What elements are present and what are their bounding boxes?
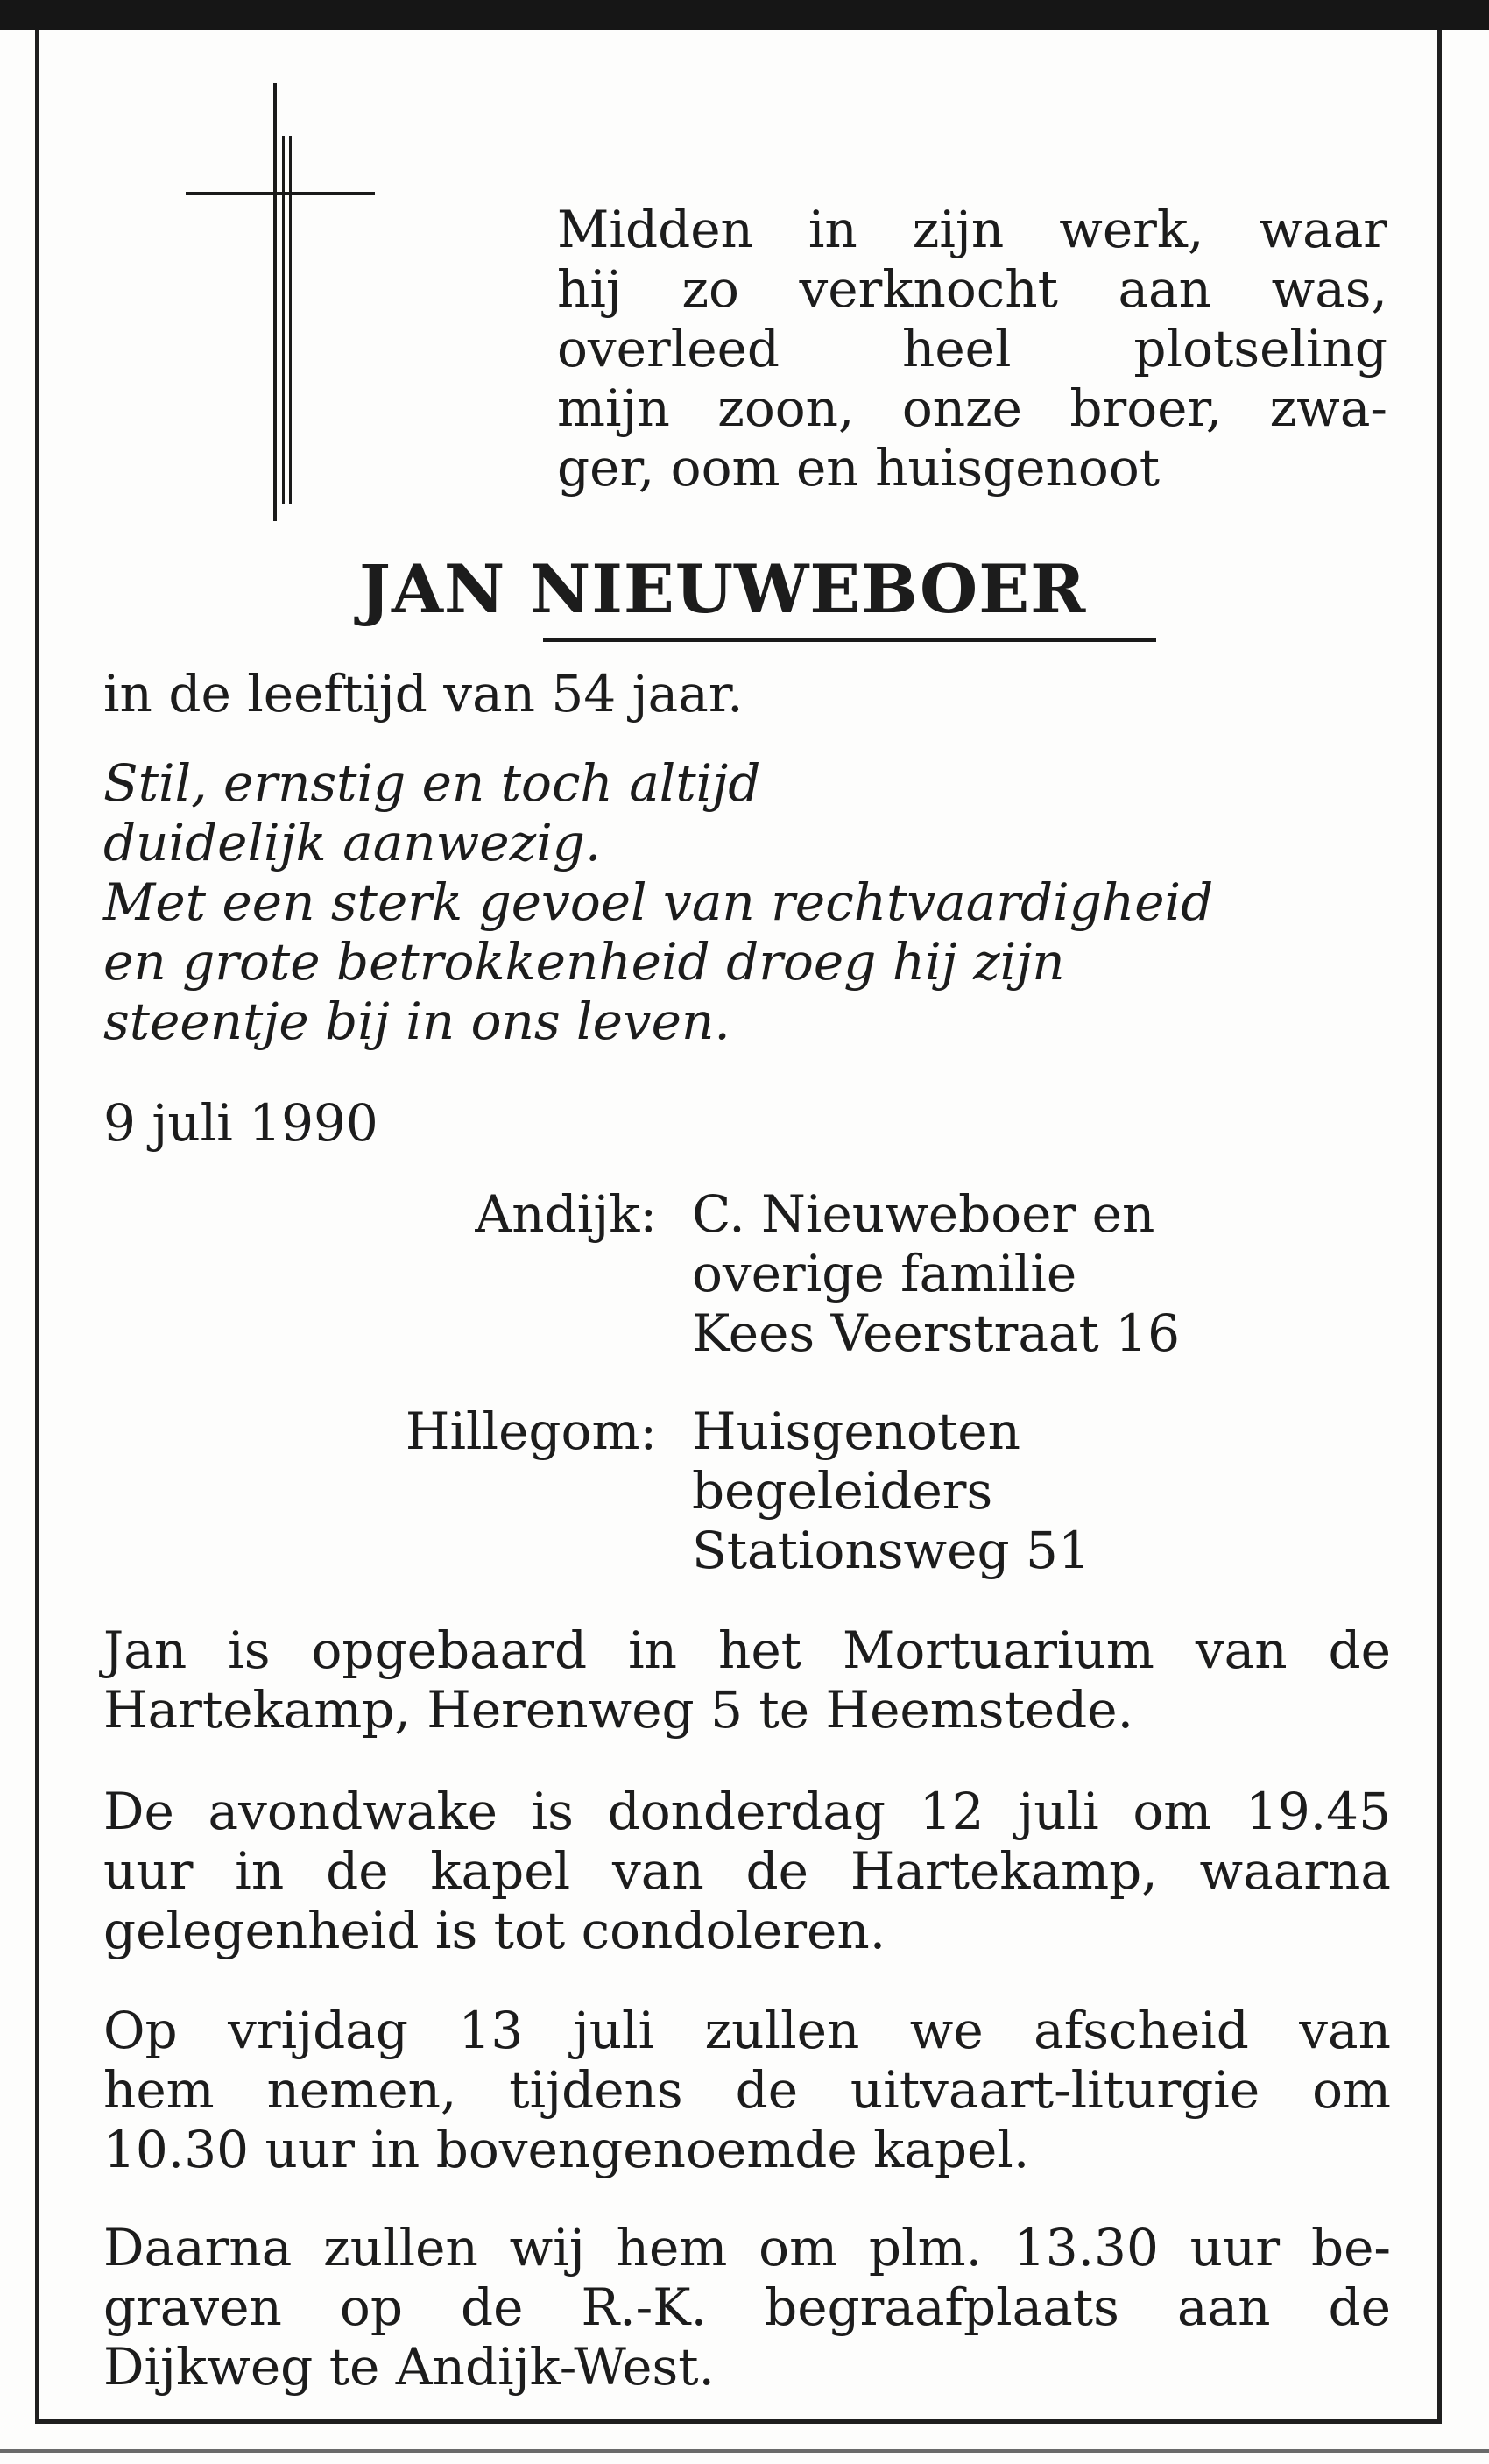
quote-line: Met een sterk gevoel van rechtvaardigheid bbox=[103, 872, 1214, 932]
paragraph-farewell bbox=[103, 2001, 1391, 2179]
verse-line: Midden in zijn werk, waar bbox=[557, 200, 1387, 259]
paragraph-line: Daarna zullen wij hem om plm. 13.30 uur be- bbox=[103, 2218, 1391, 2277]
paragraph-line: Hartekamp, Herenweg 5 te Heemstede. bbox=[103, 1680, 1134, 1740]
quote-line: duidelijk aanwezig. bbox=[103, 813, 602, 872]
deceased-name: JAN NIEUWEBOER bbox=[359, 550, 1087, 628]
paragraph-line: De avondwake is donderdag 12 juli om 19.45 bbox=[103, 1782, 1391, 1841]
paragraph-burial bbox=[103, 2218, 1391, 2397]
paragraph-line: Op vrijdag 13 juli zullen we afscheid van bbox=[103, 2001, 1391, 2060]
signatory-line: Stationsweg 51 bbox=[692, 1521, 1090, 1580]
top-border-bar bbox=[0, 0, 1489, 30]
signatory-line: C. Nieuweboer en bbox=[692, 1184, 1155, 1244]
name-underline bbox=[543, 638, 1156, 642]
paragraph-line: Dijkweg te Andijk-West. bbox=[103, 2337, 715, 2397]
quote-line: en grote betrokkenheid droeg hij zijn bbox=[103, 932, 1065, 992]
quote-line: Stil, ernstig en toch altijd bbox=[103, 753, 761, 813]
verse-line: ger, oom en huisgenoot bbox=[557, 438, 1161, 498]
signatory-line: begeleiders bbox=[692, 1461, 993, 1521]
quote-line: steentje bij in ons leven. bbox=[103, 992, 730, 1051]
signatory-line: Kees Veerstraat 16 bbox=[692, 1303, 1181, 1363]
paragraph-line: graven op de R.-K. begraafplaats aan de bbox=[103, 2277, 1391, 2337]
paragraph-laid-out bbox=[103, 1620, 1391, 1740]
signatory-line: Huisgenoten bbox=[692, 1401, 1020, 1461]
signatory-line: overige familie bbox=[692, 1244, 1077, 1303]
cross-icon bbox=[186, 83, 378, 521]
opening-verse bbox=[557, 200, 1387, 498]
paragraph-line: gelegenheid is tot condoleren. bbox=[103, 1901, 886, 1960]
signatory-place-andijk: Andijk: bbox=[475, 1184, 657, 1244]
verse-line: mijn zoon, onze broer, zwa- bbox=[557, 378, 1387, 438]
age-line: in de leeftijd van 54 jaar. bbox=[103, 664, 744, 724]
paragraph-line: hem nemen, tijdens de uitvaart-liturgie om bbox=[103, 2060, 1391, 2120]
notice-date: 9 juli 1990 bbox=[103, 1093, 378, 1153]
bottom-rule bbox=[0, 2449, 1489, 2453]
verse-line: hij zo verknocht aan was, bbox=[557, 259, 1387, 319]
paragraph-line: 10.30 uur in bovengenoemde kapel. bbox=[103, 2120, 1030, 2179]
paragraph-line: Jan is opgebaard in het Mortuarium van de bbox=[103, 1620, 1391, 1680]
paragraph-vigil bbox=[103, 1782, 1391, 1960]
signatory-place-hillegom: Hillegom: bbox=[405, 1401, 657, 1461]
verse-line: overleed heel plotseling bbox=[557, 319, 1387, 378]
paragraph-line: uur in de kapel van de Hartekamp, waarna bbox=[103, 1841, 1391, 1901]
